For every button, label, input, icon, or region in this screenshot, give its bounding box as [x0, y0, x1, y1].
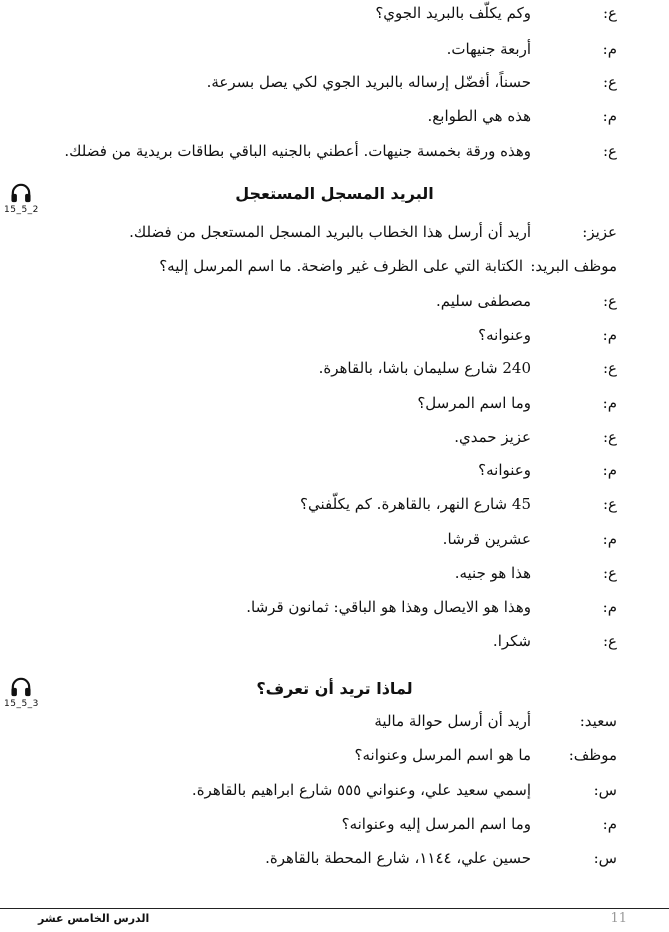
track-code: 15_5_3	[4, 699, 39, 709]
dialogue-text: حسناً، أفضّل إرساله بالبريد الجوي لكي يصل بسرعة.	[206, 73, 531, 91]
speaker-label: ع:	[602, 359, 617, 377]
speaker-label: س:	[593, 849, 617, 867]
dialogue-line	[0, 630, 669, 660]
dialogue-text: وكم يكلّف بالبريد الجوي؟	[375, 4, 531, 22]
speaker-label: ع:	[602, 142, 617, 160]
section-heading: لماذا تريد أن تعرف؟	[256, 679, 413, 698]
dialogue-line	[0, 426, 669, 456]
dialogue-text: حسين علي، ١١٤٤، شارع المحطة بالقاهرة.	[265, 849, 531, 867]
speaker-label: م:	[602, 461, 617, 479]
speaker-label: م:	[602, 530, 617, 548]
dialogue-text: وعنوانه؟	[478, 461, 531, 479]
dialogue-line	[0, 528, 669, 558]
speaker-label: م:	[602, 394, 617, 412]
speaker-label: سعيد:	[579, 712, 617, 730]
dialogue-text: إسمي سعيد علي، وعنواني ٥٥٥ شارع ابراهيم بالقاهرة.	[191, 781, 531, 799]
speaker-label: ع:	[602, 632, 617, 650]
dialogue-text: وهذا هو الايصال وهذا هو الباقي: ثمانون قرشا.	[246, 598, 531, 616]
dialogue-line	[0, 813, 669, 843]
dialogue-text: شكرا.	[492, 632, 531, 650]
dialogue-text: أربعة جنيهات.	[446, 40, 531, 58]
track-code: 15_5_2	[4, 205, 39, 215]
dialogue-line	[0, 779, 669, 809]
dialogue-text: أريد أن أرسل حوالة مالية	[374, 712, 531, 730]
dialogue-line	[0, 847, 669, 877]
speaker-label: ع:	[602, 428, 617, 446]
dialogue-line	[0, 357, 669, 387]
section-heading: البريد المسجل المستعجل	[235, 184, 434, 203]
dialogue-line	[0, 38, 669, 68]
dialogue-text: ما هو اسم المرسل وعنوانه؟	[354, 746, 531, 764]
dialogue-text: 240 شارع سليمان باشا، بالقاهرة.	[318, 359, 531, 377]
dialogue-line	[0, 493, 669, 523]
speaker-label: موظف البريد:	[530, 257, 617, 275]
lesson-title: الدرس الخامس عشر	[38, 912, 150, 925]
speaker-label: م:	[602, 598, 617, 616]
dialogue-line	[0, 71, 669, 101]
dialogue-line	[0, 562, 669, 592]
dialogue-text: الكتابة التي على الظرف غير واضحة. ما اسم المرسل إليه؟	[159, 257, 523, 275]
dialogue-text: هذه هي الطوابع.	[427, 107, 531, 125]
dialogue-line	[0, 596, 669, 626]
dialogue-line	[0, 105, 669, 135]
dialogue-text: عزيز حمدي.	[454, 428, 531, 446]
speaker-label: ع:	[602, 4, 617, 22]
dialogue-line	[0, 221, 669, 251]
dialogue-line	[0, 2, 669, 32]
dialogue-text: وما اسم المرسل؟	[417, 394, 531, 412]
speaker-label: عزيز:	[582, 223, 617, 241]
dialogue-text: مصطفى سليم.	[435, 292, 531, 310]
footer-divider	[0, 908, 669, 909]
page-number: 11	[610, 911, 627, 926]
speaker-label: م:	[602, 326, 617, 344]
dialogue-text: هذا هو جنيه.	[454, 564, 531, 582]
dialogue-text: عشرين قرشا.	[442, 530, 531, 548]
dialogue-line	[0, 140, 669, 170]
speaker-label: موظف:	[568, 746, 617, 764]
dialogue-text: 45 شارع النهر، بالقاهرة. كم يكلّفني؟	[300, 495, 531, 513]
dialogue-text: وعنوانه؟	[478, 326, 531, 344]
dialogue-text: وما اسم المرسل إليه وعنوانه؟	[341, 815, 531, 833]
speaker-label: ع:	[602, 73, 617, 91]
dialogue-line	[0, 710, 669, 740]
speaker-label: م:	[602, 107, 617, 125]
dialogue-line	[0, 290, 669, 320]
dialogue-line	[0, 459, 669, 489]
dialogue-text: أريد أن أرسل هذا الخطاب بالبريد المسجل المستعجل من فضلك.	[129, 223, 531, 241]
dialogue-line	[0, 744, 669, 774]
speaker-label: ع:	[602, 564, 617, 582]
dialogue-line	[0, 392, 669, 422]
dialogue-text: وهذه ورقة بخمسة جنيهات. أعطني بالجنيه الباقي بطاقات بريدية من فضلك.	[64, 142, 531, 160]
speaker-label: س:	[593, 781, 617, 799]
speaker-label: ع:	[602, 292, 617, 310]
speaker-label: م:	[602, 815, 617, 833]
speaker-label: م:	[602, 40, 617, 58]
dialogue-line	[0, 324, 669, 354]
dialogue-line	[0, 255, 669, 285]
speaker-label: ع:	[602, 495, 617, 513]
